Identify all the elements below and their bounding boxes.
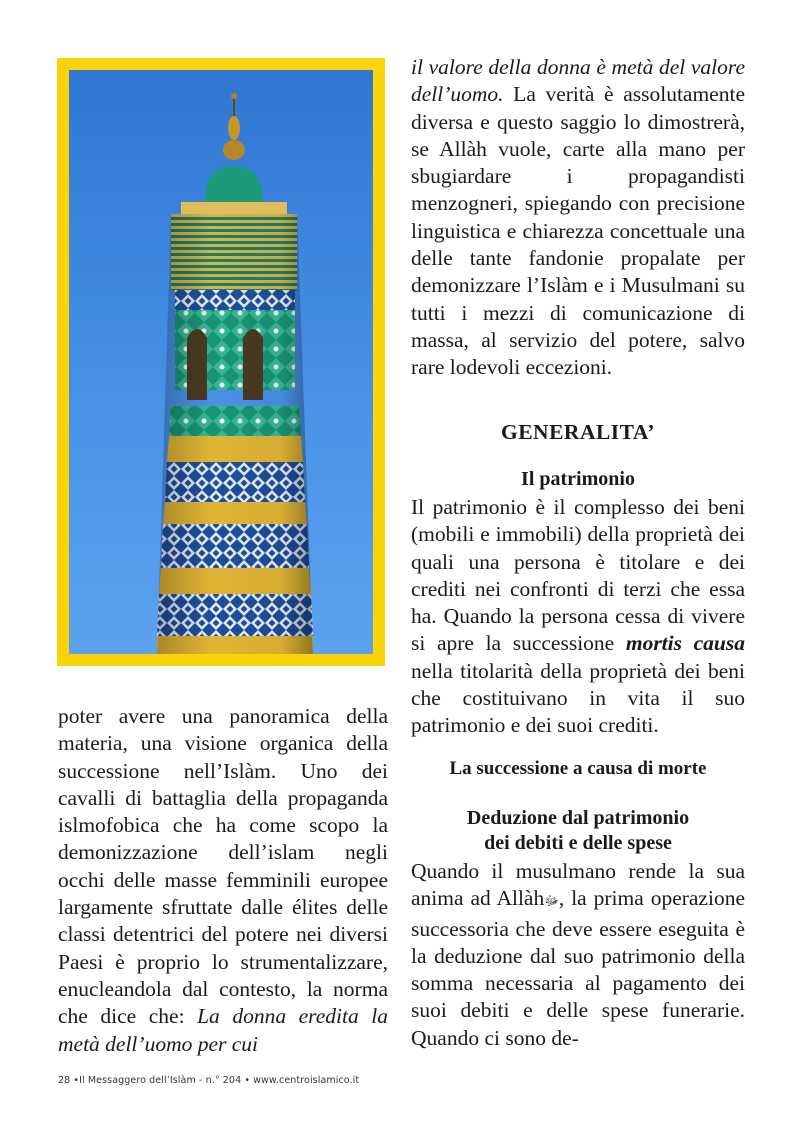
intro-italic-text: il valore della donna è metà del valore dell’uomo. <box>411 55 745 107</box>
minaret-illustration <box>69 70 373 654</box>
honorific-glyph: ﷻ <box>544 894 559 910</box>
left-column-body: poter avere una panoramica della materia, una visione organica della successione nell’Islàm. Uno dei cavalli di battaglia della propaganda islmofobica che ha come scopo la demonizzazione dell’islam negli occhi delle masse femminili europee largamente sfruttate dalle élites delle classi detentrici del potere nei diversi Paesi è proprio lo strumentalizzare, enucleandola dal contesto, la norma che dice che: <box>58 704 388 1029</box>
photo-frame <box>57 58 385 666</box>
subheading-patrimonio: Il patrimonio <box>521 468 635 490</box>
left-column-text <box>58 703 388 1058</box>
section-heading-generalita: GENERALITA’ <box>500 420 656 444</box>
subheading-deduzione-line1: Deduzione dal patrimonio <box>466 807 690 829</box>
patrimonio-text-after: nella titolarità della proprietà dei beni che costituivano in vita il suo patrimonio e dei suoi crediti. <box>411 658 745 738</box>
deduzione-paragraph <box>411 858 745 1052</box>
patrimonio-paragraph <box>411 494 745 740</box>
left-column-italic: La donna eredita la metà dell’uomo per cui <box>58 1004 388 1056</box>
subheading-deduzione-line2: dei debiti e delle spese <box>484 832 672 854</box>
subheading-successione: La successione a causa di morte <box>449 758 707 779</box>
intro-text: La verità è assolutamente diversa e questo saggio lo dimostrerà, se Allàh vuole, carte alla mano per sbugiardare i propagandisti menzogneri, spiegando con precisione linguistica e chiarezza concettuale una delle tante fandonie propalate per demonizzare l’Islàm e i Musulmani su tutti i mezzi di comunicazione di massa, al servizio del potere, salvo rare lodevoli eccezioni. <box>411 82 745 380</box>
subheading-deduzione <box>411 806 745 856</box>
mortis-causa-emphasis: mortis causa <box>625 631 745 656</box>
patrimonio-text-before: Il patrimonio è il complesso dei beni (mobili e immobili) della proprietà dei quali una persona è titolare e dei crediti nei confronti di terzi che essa ha. Quando la persona cessa di vivere si apre la successione <box>411 495 745 656</box>
deduzione-text-before: Quando il musulmano rende la sua anima ad Allàh <box>411 859 745 911</box>
page-footer: 28 •Il Messaggero dell’Islàm - n.° 204 • www.centroislamico.it <box>58 1075 360 1086</box>
deduzione-text-after: , la prima operazione successoria che deve essere eseguita è la deduzione dal suo patrimonio della somma necessaria al pagamento dei suoi debiti e delle spese funerarie. Quando ci sono de- <box>411 886 745 1050</box>
right-column-intro <box>411 54 745 382</box>
minaret-photo <box>69 70 373 654</box>
